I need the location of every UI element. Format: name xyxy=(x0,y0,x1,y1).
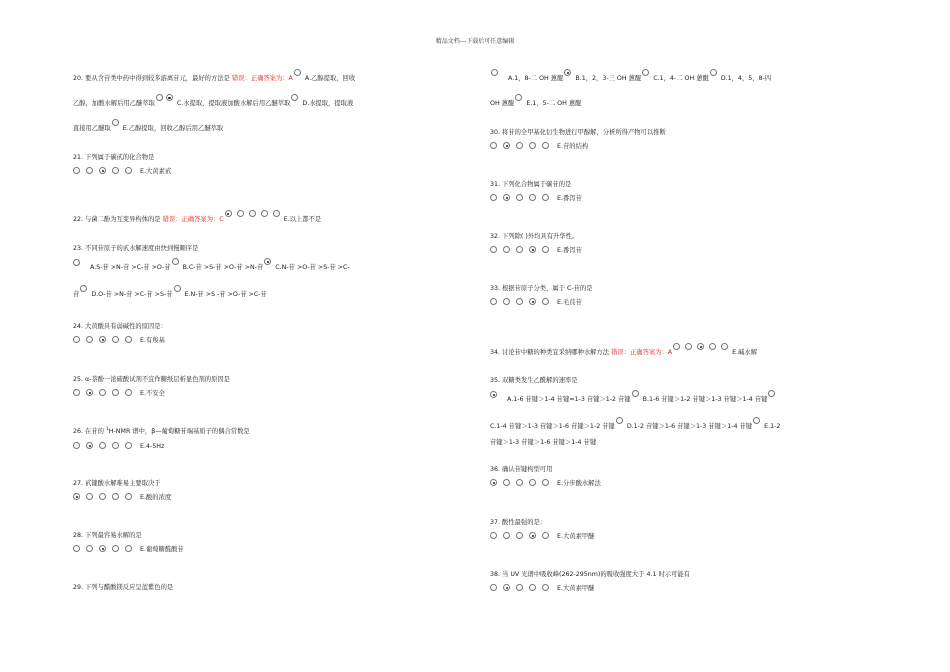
option-e-label: E.1-2 xyxy=(764,423,781,430)
option-d-radio[interactable] xyxy=(529,298,536,305)
option-b-radio[interactable] xyxy=(503,142,510,149)
option-e-radio[interactable] xyxy=(125,389,132,396)
question-35-text: 35. 双糖类发生乙酰解的速率是 xyxy=(490,377,578,384)
option-d-radio[interactable] xyxy=(529,246,536,253)
option-d-radio[interactable] xyxy=(112,493,119,500)
option-e-label: E.大黄素甲醚 xyxy=(557,585,595,592)
option-b-radio[interactable] xyxy=(86,493,93,500)
option-d-radio[interactable] xyxy=(616,417,623,424)
option-a-radio[interactable] xyxy=(490,246,497,253)
option-e-radio[interactable] xyxy=(542,584,549,591)
option-e-label: E.以上都不是 xyxy=(283,216,322,223)
option-a-radio[interactable] xyxy=(73,259,80,266)
option-e-radio[interactable] xyxy=(125,545,132,552)
option-e-radio[interactable] xyxy=(125,336,132,343)
option-e-label: E.葡萄糖醛酸苷 xyxy=(140,546,184,553)
question-33-text: 33. 根据苷原子分类，属于 C-苷的是 xyxy=(490,285,593,292)
option-e-radio[interactable] xyxy=(721,343,728,350)
option-c-radio[interactable] xyxy=(166,94,173,101)
option-e-radio[interactable] xyxy=(273,210,280,217)
option-a-radio[interactable] xyxy=(490,194,497,201)
option-a-radio[interactable] xyxy=(490,532,497,539)
option-e-label: E.4-5Hz xyxy=(140,443,165,450)
option-e-radio[interactable] xyxy=(542,479,549,486)
option-e-radio[interactable] xyxy=(515,94,522,101)
option-a-radio[interactable] xyxy=(490,391,497,398)
question-20-wrong-note: 错误：正确答案为：A xyxy=(231,75,293,82)
question-21-options xyxy=(73,167,171,175)
option-b-radio[interactable] xyxy=(685,343,692,350)
option-b-label: B.C-苷 >S-苷 >O-苷 >N-苷 xyxy=(182,264,264,271)
option-c-label: C.N-苷 >O-苷 >S-苷 >C- xyxy=(275,264,350,271)
option-e-radio[interactable] xyxy=(112,119,119,126)
option-b-radio[interactable] xyxy=(503,298,510,305)
question-37-text: 37. 酸性最强的是： xyxy=(490,519,547,526)
option-c-radio[interactable] xyxy=(99,493,106,500)
option-c-radio[interactable] xyxy=(516,194,523,201)
option-e-label: E.N-苷 >S -苷 >O-苷 >C-苷 xyxy=(184,291,267,298)
option-c-radio[interactable] xyxy=(768,390,775,397)
option-b-radio[interactable] xyxy=(503,194,510,201)
option-b-label: B.1，2，3-三 OH 蒽醌 xyxy=(575,75,642,82)
question-30-text: 30. 将苷的全甲基化衍生物进行甲醇解，分析所得产物可以推断 xyxy=(490,129,666,136)
option-d-radio[interactable] xyxy=(709,343,716,350)
option-a-radio[interactable] xyxy=(73,493,80,500)
option-e-label: E.不安全 xyxy=(140,390,165,397)
option-d-label: D.1，4，5，8-四 xyxy=(720,75,772,82)
option-c-radio[interactable] xyxy=(642,69,649,76)
option-e-radio[interactable] xyxy=(125,442,132,449)
superscript-one: 1 xyxy=(105,427,109,432)
option-c-radio[interactable] xyxy=(516,246,523,253)
question-29-text: 29. 下列与醋酸镁反应呈蓝紫色的是 xyxy=(73,584,174,591)
option-c-radio[interactable] xyxy=(516,479,523,486)
option-c-radio[interactable] xyxy=(516,532,523,539)
option-e-radio[interactable] xyxy=(542,298,549,305)
option-c-radio[interactable] xyxy=(697,343,704,350)
option-c-radio[interactable] xyxy=(516,584,523,591)
option-a-radio[interactable] xyxy=(73,167,80,174)
option-e-radio[interactable] xyxy=(125,493,132,500)
option-e-label: E.大黄素甙 xyxy=(140,168,172,175)
question-26-text-a: 26. 在苷的 xyxy=(73,428,106,436)
option-c-radio[interactable] xyxy=(516,298,523,305)
option-d-radio[interactable] xyxy=(112,442,119,449)
option-a-label: A.1-6 苷键＞1-4 苷键≈1-3 苷键＞1-2 苷键 xyxy=(507,396,631,403)
option-c-label: C.水提取，提取液加酸水解后用乙醚萃取 xyxy=(176,100,291,107)
question-26-text-b: H-NMR 谱中，β—葡萄糖苷端基质子的偶合常数是 xyxy=(108,428,250,436)
option-e-label: E.分步酸水解法 xyxy=(557,480,601,487)
question-34-wrong-note: 错误：正确答案为：A xyxy=(611,349,673,356)
option-a-radio[interactable] xyxy=(73,389,80,396)
option-e-continuation: 苷键＞1-3 苷键＞1-6 苷键＞1-4 苷键 xyxy=(490,439,597,446)
option-e-label: E.碱水解 xyxy=(732,349,758,356)
option-b-radio[interactable] xyxy=(86,545,93,552)
option-a-radio[interactable] xyxy=(673,343,680,350)
option-c-radio[interactable] xyxy=(99,442,106,449)
option-b-radio[interactable] xyxy=(86,336,93,343)
option-a-label: A.乙醇提取，回收 xyxy=(304,75,356,82)
option-b-radio[interactable] xyxy=(503,584,510,591)
question-23-text: 23. 不同苷原子的甙水解速度由快到慢顺序是 xyxy=(73,245,199,252)
option-b-radio[interactable] xyxy=(86,389,93,396)
option-a-radio[interactable] xyxy=(490,142,497,149)
question-22-text: 22. 与菌二酚为互变异构体的是 xyxy=(73,216,161,223)
option-e-radio[interactable] xyxy=(753,417,760,424)
option-c-radio[interactable] xyxy=(516,142,523,149)
option-d-radio[interactable] xyxy=(291,94,298,101)
option-a-radio[interactable] xyxy=(225,210,232,217)
question-34-text: 34. 讨论苷中糖的种类宜采纳哪种水解方法 xyxy=(490,349,610,356)
option-c-label: C.1-4 苷键＞1-3 苷键＞1-6 苷键＞1-2 苷键 xyxy=(490,423,615,430)
option-c-radio[interactable] xyxy=(99,545,106,552)
option-d-continuation: OH 蒽醌 xyxy=(490,100,515,107)
option-a-radio[interactable] xyxy=(490,298,497,305)
option-e-label: E.番泻苷 xyxy=(557,247,582,254)
option-c-radio[interactable] xyxy=(99,167,106,174)
option-b-radio[interactable] xyxy=(86,167,93,174)
option-e-radio[interactable] xyxy=(125,167,132,174)
option-e-label: E.苷的结构 xyxy=(557,143,589,150)
option-c-radio[interactable] xyxy=(99,336,106,343)
question-20-text: 20. 要从含苷类中药中得到较多游离苷元，最好的方法是 xyxy=(73,75,230,82)
option-c-label: C.1，4-二 OH 蒽醌 xyxy=(653,75,709,82)
option-a-continuation: 乙醇，加酸水解后用乙醚萃取 xyxy=(73,100,155,107)
option-e-label: E.有羧基 xyxy=(140,337,165,344)
option-e-radio[interactable] xyxy=(174,285,181,292)
option-e-radio[interactable] xyxy=(542,194,549,201)
option-e-radio[interactable] xyxy=(542,142,549,149)
option-e-label: E.酸的浓度 xyxy=(140,494,172,501)
option-b-radio[interactable] xyxy=(172,258,179,265)
option-a-radio[interactable] xyxy=(294,69,301,76)
option-a-radio[interactable] xyxy=(73,336,80,343)
question-28-text: 28. 下列最容易水解的是 xyxy=(73,532,142,539)
question-24-text: 24. 大黄酸具有弱碱性的原因是： xyxy=(73,323,167,330)
option-e-label: E.1，5-二 OH 蒽醌 xyxy=(526,100,582,107)
option-d-radio[interactable] xyxy=(529,194,536,201)
option-e-label: E.乙醇提取，回收乙醇后用乙醚萃取 xyxy=(122,125,224,132)
option-c-radio[interactable] xyxy=(249,210,256,217)
option-a-radio[interactable] xyxy=(73,545,80,552)
option-d-radio[interactable] xyxy=(529,142,536,149)
option-e-radio[interactable] xyxy=(542,246,549,253)
question-27-text: 27. 甙键酸水解难易主要取决于 xyxy=(73,480,161,487)
option-a-radio[interactable] xyxy=(490,584,497,591)
option-d-radio[interactable] xyxy=(80,285,87,292)
option-d-radio[interactable] xyxy=(529,584,536,591)
question-38-text: 38. 当 UV 光谱中吸收峰(262-295nm)的吸收强度大于 4.1 时示可能有 xyxy=(490,571,690,578)
option-e-radio[interactable] xyxy=(542,532,549,539)
option-d-continuation: 直接用乙醚取 xyxy=(73,125,111,132)
option-b-radio[interactable] xyxy=(503,246,510,253)
option-b-radio[interactable] xyxy=(503,532,510,539)
option-d-label: D.水提取，提取液 xyxy=(302,100,354,107)
option-d-radio[interactable] xyxy=(112,336,119,343)
option-c-continuation: 苷 xyxy=(73,291,80,298)
option-d-label: D.O-苷 >N-苷 >C-苷 >S-苷 xyxy=(91,291,173,298)
option-d-radio[interactable] xyxy=(529,479,536,486)
option-b-radio[interactable] xyxy=(632,390,639,397)
option-d-radio[interactable] xyxy=(710,69,717,76)
option-a-radio[interactable] xyxy=(491,69,498,76)
question-32-text: 32. 下列除( )外均具有升华性。 xyxy=(490,233,579,240)
option-d-radio[interactable] xyxy=(112,389,119,396)
option-b-radio[interactable] xyxy=(237,210,244,217)
question-21-text: 21. 下列属于碳甙的化合物是 xyxy=(73,154,155,161)
question-25-text: 25. α-萘酚一浓硫酸试剂不宜作糖纸层析显色剂的原因是 xyxy=(73,376,230,383)
option-c-radio[interactable] xyxy=(264,258,271,265)
option-e-label: E.毛茛苷 xyxy=(557,299,582,306)
option-a-radio[interactable] xyxy=(73,442,80,449)
option-d-radio[interactable] xyxy=(112,167,119,174)
question-31-text: 31. 下列化合物属于碳苷的是 xyxy=(490,181,572,188)
option-d-radio[interactable] xyxy=(529,532,536,539)
option-e-label: E.番泻苷 xyxy=(557,195,582,202)
option-d-radio[interactable] xyxy=(261,210,268,217)
option-b-radio[interactable] xyxy=(564,69,571,76)
option-c-radio[interactable] xyxy=(99,389,106,396)
option-b-radio[interactable] xyxy=(86,442,93,449)
option-b-radio[interactable] xyxy=(503,479,510,486)
option-e-label: E.大黄素甲醚 xyxy=(557,533,595,540)
question-36-text: 36. 确认苷键构型可用 xyxy=(490,466,553,473)
option-a-label: A.1，8-二 OH 蒽醌 xyxy=(508,75,564,82)
option-d-radio[interactable] xyxy=(112,545,119,552)
option-b-label: B.1-6 苷键＞1-2 苷键＞1-3 苷键＞1-4 苷键 xyxy=(642,396,768,403)
option-d-label: D.1-2 苷键＞1-6 苷键＞1-3 苷键＞1-4 苷键 xyxy=(626,423,753,430)
question-22-wrong-note: 错误：正确答案为：C xyxy=(162,216,224,223)
option-b-radio[interactable] xyxy=(156,94,163,101)
option-a-label: A.S-苷 >N-苷 >C-苷 >O-苷 xyxy=(90,264,171,271)
option-a-radio[interactable] xyxy=(490,479,497,486)
page-header: 精品文档---下载后可任意编辑 xyxy=(435,38,515,45)
